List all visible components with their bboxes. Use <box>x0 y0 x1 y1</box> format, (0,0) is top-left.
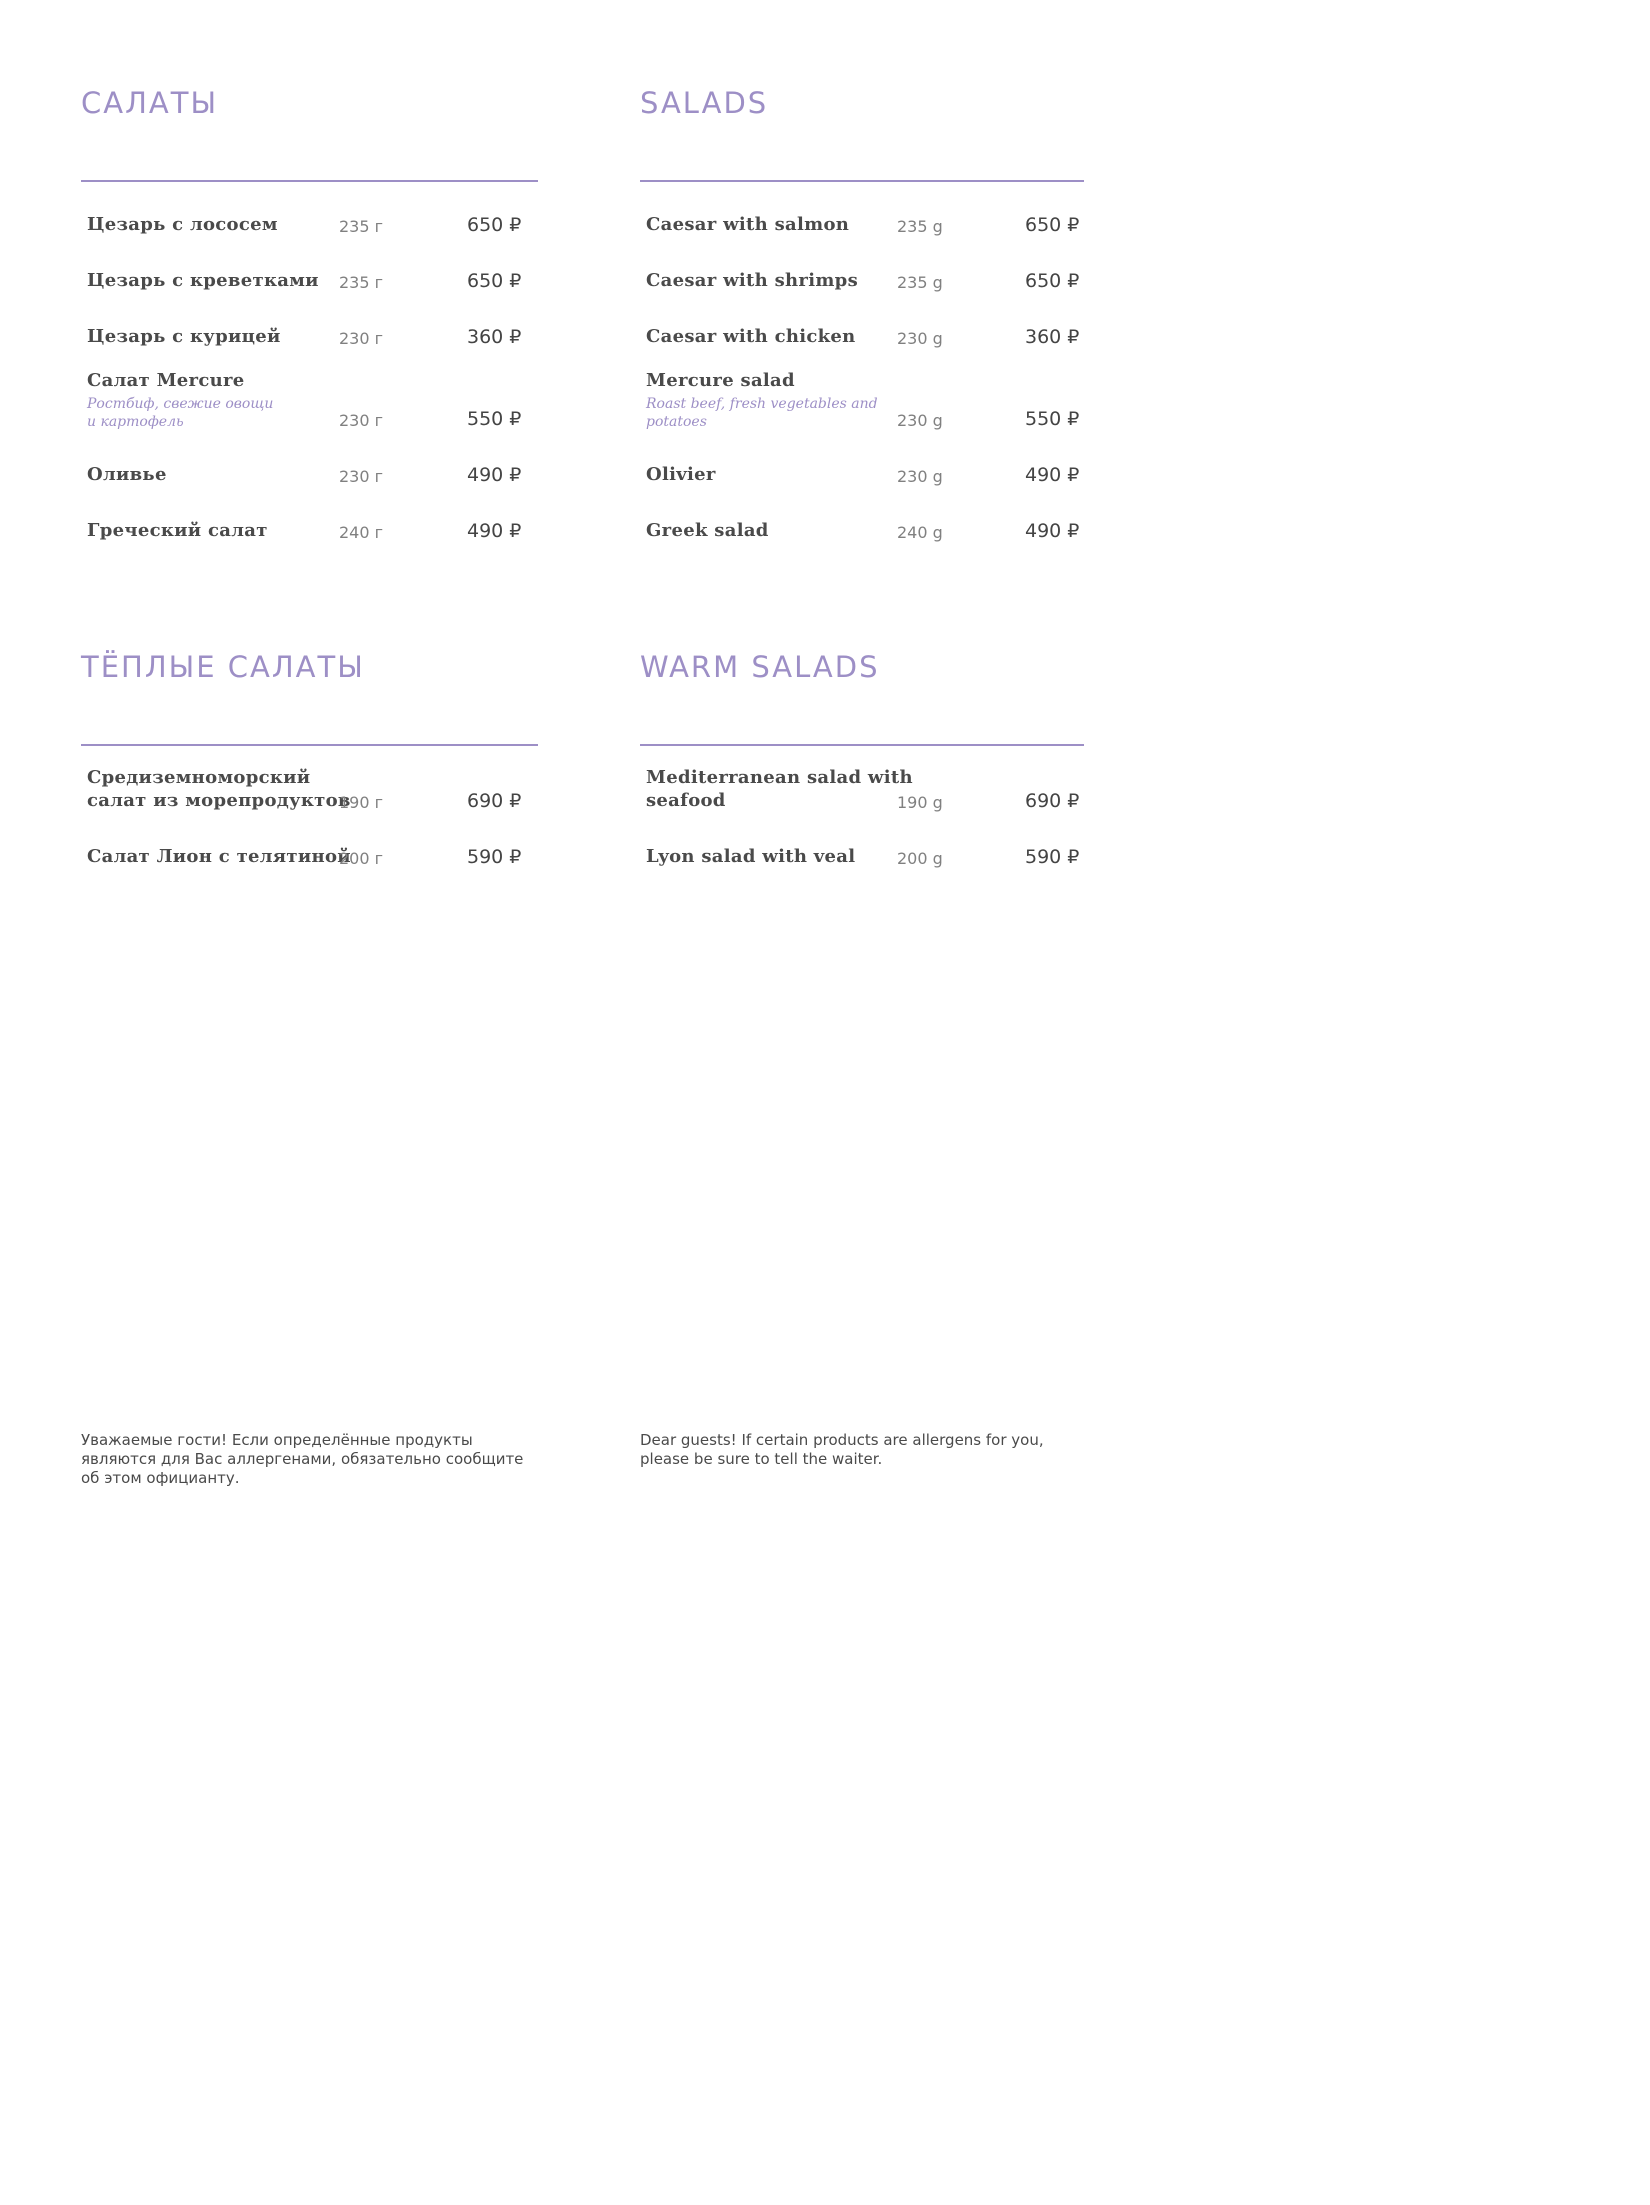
allergen-note-line: об этом официанту. <box>81 1469 240 1487</box>
item-name: Средиземноморский <box>87 767 311 788</box>
item-weight: 190 g <box>897 793 943 812</box>
item-description: potatoes <box>646 414 707 430</box>
section-title-salads-en: SALADS <box>640 86 769 120</box>
allergen-note-line: please be sure to tell the waiter. <box>640 1450 883 1468</box>
item-name: Caesar with salmon <box>646 214 850 235</box>
allergen-note-line: являются для Вас аллергенами, обязательно сообщите <box>81 1450 524 1468</box>
item-price: 550 ₽ <box>1025 408 1080 430</box>
item-weight: 235 g <box>897 217 943 236</box>
section-divider <box>81 180 538 182</box>
item-price: 590 ₽ <box>467 846 522 868</box>
item-weight: 200 г <box>339 849 384 868</box>
section-title-warm-salads-ru: ТЁПЛЫЕ САЛАТЫ <box>81 650 365 684</box>
item-weight: 230 г <box>339 329 384 348</box>
section-title-salads-ru: САЛАТЫ <box>81 86 219 120</box>
item-name: Цезарь с лососем <box>87 214 278 235</box>
item-weight: 235 г <box>339 217 384 236</box>
item-price: 650 ₽ <box>467 214 522 236</box>
item-price: 650 ₽ <box>1025 270 1080 292</box>
item-price: 650 ₽ <box>467 270 522 292</box>
item-name: Mercure salad <box>646 370 795 391</box>
item-description: и картофель <box>87 414 184 430</box>
item-name: Греческий салат <box>87 520 268 541</box>
item-price: 490 ₽ <box>467 464 522 486</box>
menu-column-ru <box>81 0 538 1550</box>
item-price: 590 ₽ <box>1025 846 1080 868</box>
item-price: 360 ₽ <box>1025 326 1080 348</box>
item-name: Lyon salad with veal <box>646 846 856 867</box>
item-price: 490 ₽ <box>467 520 522 542</box>
item-weight: 240 g <box>897 523 943 542</box>
item-price: 490 ₽ <box>1025 520 1080 542</box>
item-name: Салат Mercure <box>87 370 245 391</box>
section-divider <box>640 180 1084 182</box>
item-description: Roast beef, fresh vegetables and <box>646 396 878 412</box>
item-name: Caesar with shrimps <box>646 270 858 291</box>
item-price: 550 ₽ <box>467 408 522 430</box>
allergen-note-en <box>640 1431 1044 1469</box>
item-name: Caesar with chicken <box>646 326 856 347</box>
item-weight: 230 g <box>897 467 943 486</box>
allergen-note-ru <box>81 1431 523 1488</box>
item-weight: 235 g <box>897 273 943 292</box>
item-weight: 235 г <box>339 273 384 292</box>
item-name: Greek salad <box>646 520 769 541</box>
item-weight: 230 g <box>897 329 943 348</box>
item-description: Ростбиф, свежие овощи <box>87 396 274 412</box>
item-name: Цезарь с креветками <box>87 270 319 291</box>
item-weight: 230 г <box>339 467 384 486</box>
item-name: Mediterranean salad with <box>646 767 913 788</box>
item-name: seafood <box>646 790 726 811</box>
allergen-note-line: Уважаемые гости! Если определённые продукты <box>81 1431 473 1449</box>
item-name: Цезарь с курицей <box>87 326 281 347</box>
item-name: салат из морепродуктов <box>87 790 351 811</box>
item-name: Olivier <box>646 464 716 485</box>
item-name: Оливье <box>87 464 167 485</box>
item-weight: 200 g <box>897 849 943 868</box>
item-weight: 240 г <box>339 523 384 542</box>
section-title-warm-salads-en: WARM SALADS <box>640 650 880 684</box>
item-price: 360 ₽ <box>467 326 522 348</box>
allergen-note-line: Dear guests! If certain products are allergens for you, <box>640 1431 1044 1449</box>
section-divider <box>81 744 538 746</box>
menu-column-en <box>640 0 1084 1550</box>
item-weight: 190 г <box>339 793 384 812</box>
item-price: 690 ₽ <box>1025 790 1080 812</box>
item-name: Салат Лион с телятиной <box>87 846 351 867</box>
item-price: 650 ₽ <box>1025 214 1080 236</box>
item-price: 690 ₽ <box>467 790 522 812</box>
item-price: 490 ₽ <box>1025 464 1080 486</box>
section-divider <box>640 744 1084 746</box>
item-weight: 230 g <box>897 411 943 430</box>
item-weight: 230 г <box>339 411 384 430</box>
